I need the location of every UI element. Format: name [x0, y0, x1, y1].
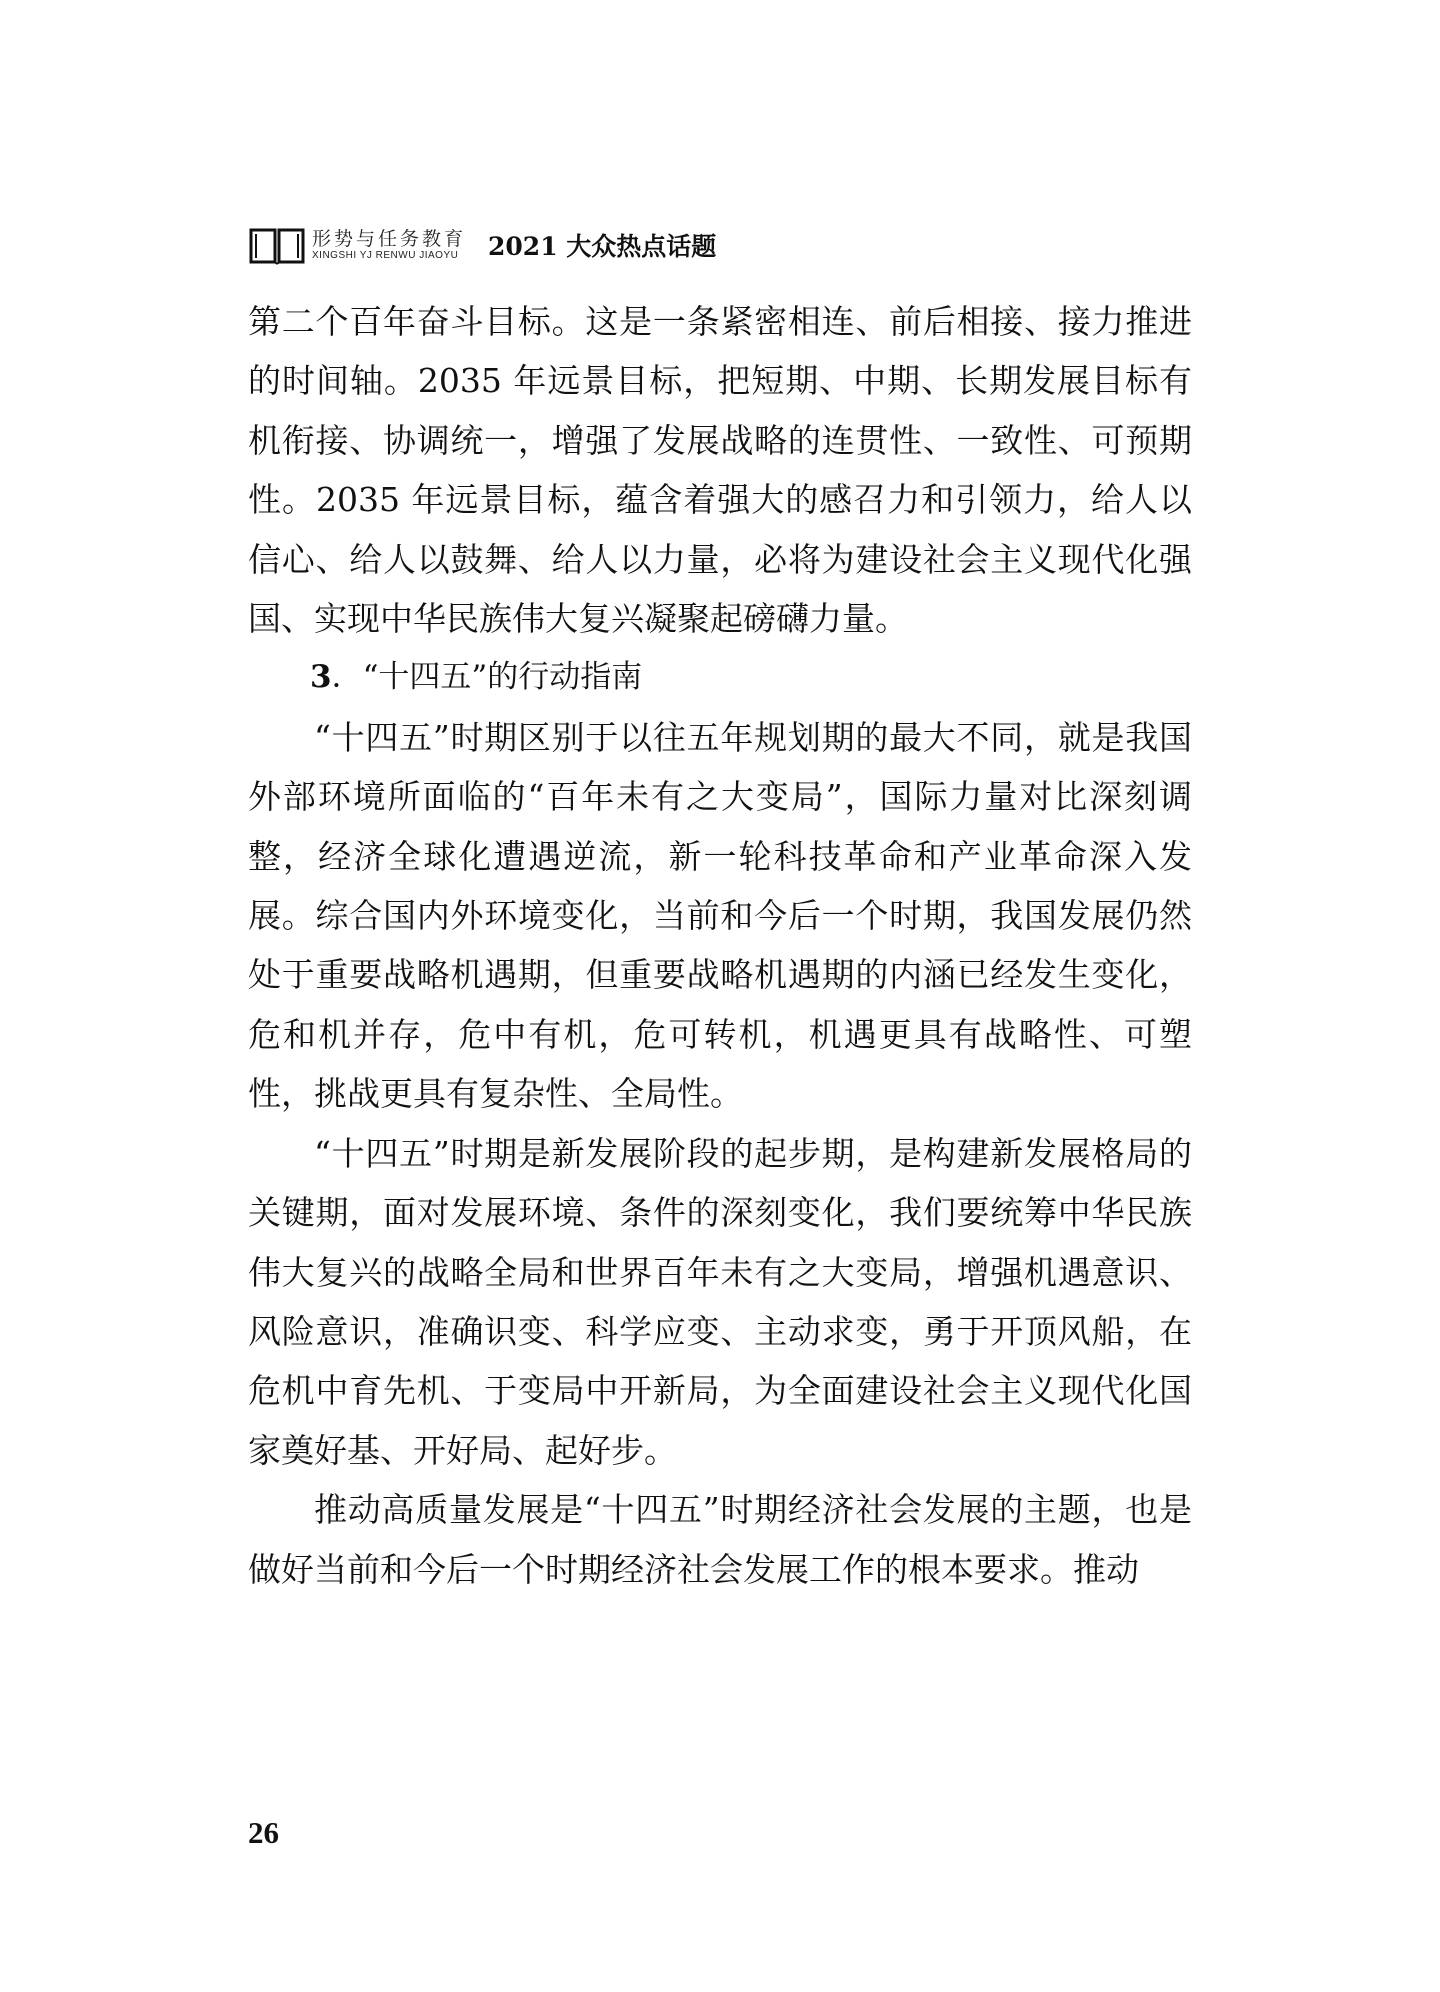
- page-number: 26: [248, 1815, 279, 1850]
- brand-logo-text: [312, 228, 466, 262]
- paragraph-continued: 第二个百年奋斗目标。这是一条紧密相连、前后相接、接力推进的时间轴。2035 年远景目标，把短期、中期、长期发展目标有机衔接、协调统一，增强了发展战略的连贯性、一致性、可预期性。2035 年远景目标，蕴含着强大的感召力和引领力，给人以信心、给人以鼓舞、给人以力量，必将为建设社会主义现代化强国、实现中华民族伟大复兴凝聚起磅礴力量。: [248, 302, 1192, 639]
- open-book-icon: [248, 224, 306, 266]
- section-heading: [248, 648, 1192, 707]
- section-heading-text: ．“十四五”的行动指南: [331, 659, 643, 696]
- paragraph: 推动高质量发展是“十四五”时期经济社会发展的主题，也是做好当前和今后一个时期经济社会发展工作的根本要求。推动: [248, 1490, 1192, 1589]
- brand-name-pinyin: XINGSHI YJ RENWU JIAOYU: [312, 250, 459, 261]
- paragraph: “十四五”时期是新发展阶段的起步期，是构建新发展格局的关键期，面对发展环境、条件的深刻变化，我们要统筹中华民族伟大复兴的战略全局和世界百年未有之大变局，增强机遇意识、风险意识，准确识变、科学应变、主动求变，勇于开顶风船，在危机中育先机、于变局中开新局，为全面建设社会主义现代化国家奠好基、开好局、起好步。: [248, 1133, 1192, 1470]
- header-title: 2021 大众热点话题: [488, 232, 717, 261]
- paragraph: “十四五”时期区别于以往五年规划期的最大不同，就是我国外部环境所面临的“百年未有之大变局”，国际力量对比深刻调整，经济全球化遭遇逆流，新一轮科技革命和产业革命深入发展。综合国内外环境变化，当前和今后一个时期，我国发展仍然处于重要战略机遇期，但重要战略机遇期的内涵已经发生变化，危和机并存，危中有机，危可转机，机遇更具有战略性、可塑性，挑战更具有复杂性、全局性。: [248, 717, 1192, 1114]
- running-header: [248, 222, 716, 268]
- page-body: [248, 292, 1192, 1599]
- section-heading-number: 3: [310, 659, 332, 696]
- brand-name-cn: 形势与任务教育: [312, 228, 467, 250]
